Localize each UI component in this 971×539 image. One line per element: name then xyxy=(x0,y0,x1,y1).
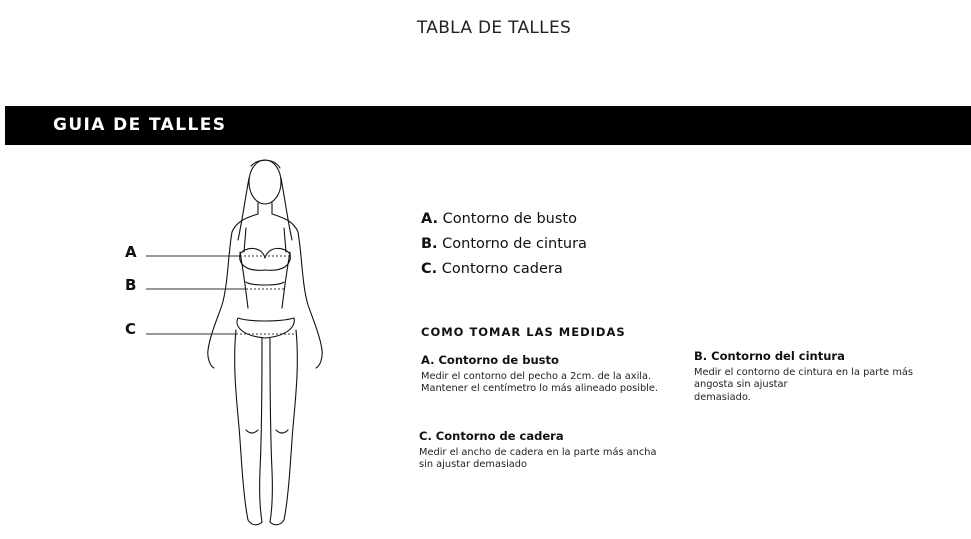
instruction-title: C. Contorno de cadera xyxy=(419,429,564,443)
instruction-line: sin ajustar demasiado xyxy=(419,459,528,470)
instruction-line: Medir el ancho de cadera en la parte más ancha xyxy=(419,446,657,458)
guide-banner xyxy=(5,106,971,145)
instruction-title: B. Contorno del cintura xyxy=(694,349,845,363)
instruction-line: demasiado. xyxy=(694,391,751,403)
instruction-busto xyxy=(421,354,658,396)
banner-title: GUIA DE TALLES xyxy=(53,115,227,135)
instruction-cadera xyxy=(419,430,656,472)
instruction-line: Medir el contorno de cintura en la parte más xyxy=(694,366,913,378)
legend-item-busto xyxy=(421,207,587,232)
instruction-title: A. Contorno de busto xyxy=(421,353,559,367)
instruction-line: Medir el contorno del pecho a 2cm. de la axila. xyxy=(421,370,652,382)
how-to-title: COMO TOMAR LAS MEDIDAS xyxy=(421,325,626,339)
measurement-legend xyxy=(421,207,587,282)
legend-key: A. xyxy=(421,211,438,227)
marker-a: A xyxy=(125,243,137,261)
female-body-outline-icon xyxy=(110,150,340,535)
marker-c: C xyxy=(125,320,137,338)
instruction-line: Mantener el centímetro lo más alineado posible. xyxy=(421,383,659,394)
body-figure xyxy=(110,150,340,539)
legend-key: C. xyxy=(421,261,438,277)
legend-item-cintura xyxy=(421,232,587,257)
page-title: TABLA DE TALLES xyxy=(416,18,572,38)
legend-label: Contorno de cintura xyxy=(442,236,587,252)
instruction-line: angosta sin ajustar xyxy=(694,379,788,390)
legend-label: Contorno cadera xyxy=(441,261,563,277)
legend-label: Contorno de busto xyxy=(442,211,577,227)
legend-item-cadera xyxy=(421,257,587,282)
instruction-cintura xyxy=(694,350,913,404)
marker-b: B xyxy=(125,276,137,294)
legend-key: B. xyxy=(421,236,438,252)
